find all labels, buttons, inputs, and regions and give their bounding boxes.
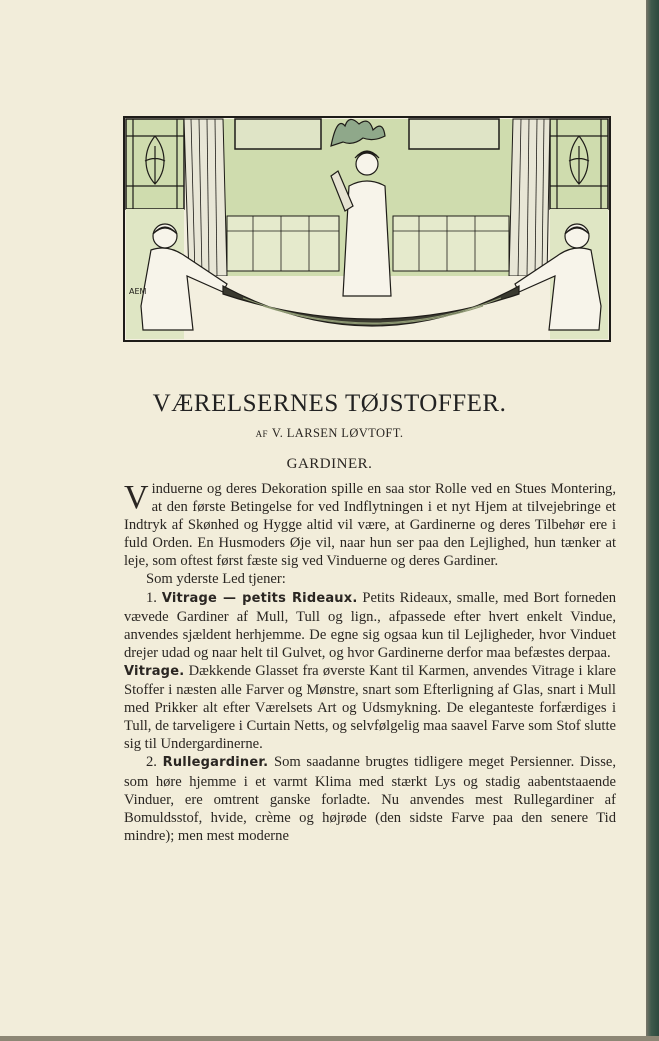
author-line [0, 426, 659, 441]
paragraph-rullegardiner [124, 753, 616, 844]
book-spine-edge [646, 0, 659, 1041]
item-number: 2. [146, 754, 157, 771]
author-name: V. LARSEN LØVTOFT. [271, 426, 404, 440]
item-heading: Vitrage — petits Rideaux. [161, 590, 358, 606]
section-heading: GARDINER. [286, 456, 373, 472]
item-number: 1. [146, 589, 157, 606]
artist-monogram: AEM [129, 287, 147, 296]
item-text: Petits Rideaux, smalle, med Bort forneden vævede Gardiner af Mull, Tull og lign., afpassede efter hvert enkelt Vindue, anvendes sjældent herhjemme. De egne sig ogsaa kun til Lejligheder, hvor Vinduet drejer udad og naar helt til Gulvet, og hvor Gardinerne derfor maa befæstes derpaa. [124, 589, 617, 661]
illustration-artwork [123, 116, 611, 342]
article-body [124, 480, 616, 845]
paragraph-vitrage-petits [124, 589, 616, 662]
item-text: Som saadanne brugtes tidligere meget Persienner. Disse, som høre hjemme i et varmt Klima med stærkt Lys og stadig aabentstaaende Vinduer, ere omtrent ganske forladte. Nu anvendes mest Rullegardiner af Bomuldsstof, hvide, crème og højrøde (den sidste Farve paa den senere Tid mindre); men mest moderne [124, 754, 617, 844]
item-text: Dækkende Glasset fra øverste Kant til Karmen, anvendes Vitrage i klare Stoffer i næsten alle Farver og Mønstre, snart som Efterligning af Glas, snart i Mull med Prikker alt efter Værelsets Art og Udsmykning. De eleganteste forfærdiges i Tull, de tarveligere i Curtain Netts, og selvfølgelig maa saavel Farve som Stof slutte sig til Undergardinerne. [124, 662, 616, 753]
drop-cap: V [124, 479, 149, 516]
item-heading: Vitrage. [124, 663, 185, 679]
paragraph-intro [124, 480, 616, 570]
author-prefix: AF [255, 429, 268, 439]
paragraph-intro-text: induerne og deres Dekoration spille en saa stor Rolle ved en Stues Montering, at den første Betingelse for ved Indflytningen i et nyt Hjem at tilvejebringe et Indtryk af Skønhed og Hygge altid vil være, at Gardinerne og deres Tilbehør ere i fuld Orden. En Husmoders Øje vil, naar hun ser paa den Lejlighed, hun tænker at leje, som oftest først fæste sig ved Vinduerne og deres Gardiner. [124, 481, 616, 570]
paragraph-vitrage [124, 662, 616, 753]
article-title: VÆRELSERNES TØJSTOFFER. [152, 390, 507, 417]
item-heading: Rullegardiner. [162, 755, 269, 771]
paragraph-lead-in: Som yderste Led tjener: [146, 571, 286, 588]
page-bottom-edge [0, 1036, 659, 1041]
header-illustration [123, 116, 611, 342]
